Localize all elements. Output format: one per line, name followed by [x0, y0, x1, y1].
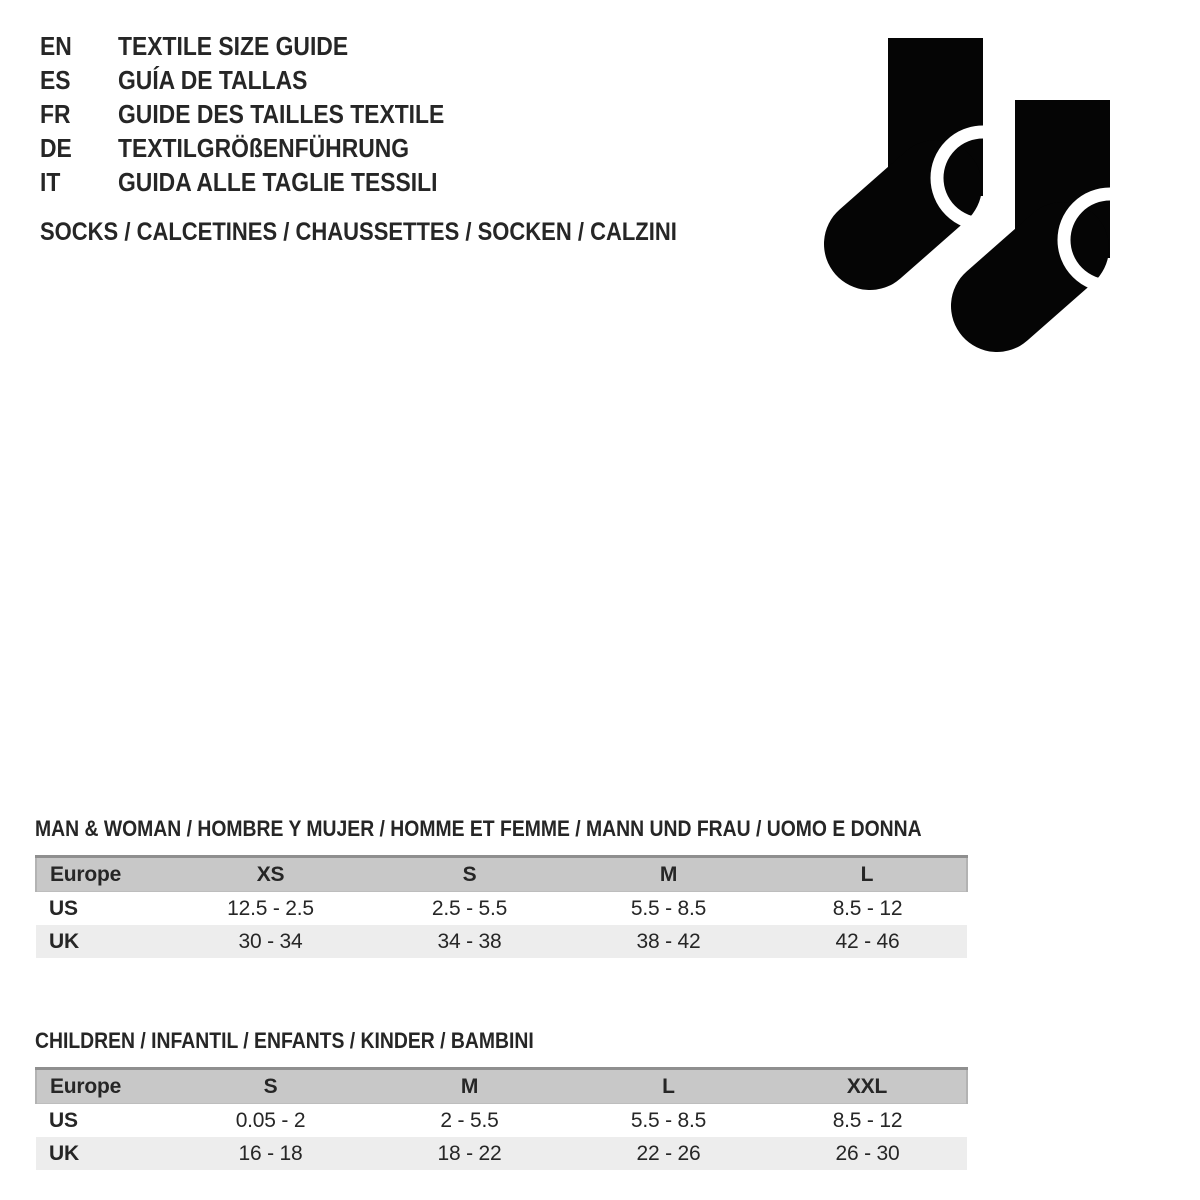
- table-row-us: [36, 1104, 967, 1138]
- size-value: 18 - 22: [437, 1141, 502, 1165]
- table-row-uk: [36, 1137, 967, 1170]
- language-row-de: [40, 131, 489, 165]
- size-value: 38 - 42: [636, 929, 701, 953]
- language-code: FR: [40, 99, 71, 129]
- table-header-row: [36, 1069, 967, 1104]
- language-row-fr: [40, 97, 489, 131]
- section-man-woman: [35, 816, 968, 958]
- size-value: 2 - 5.5: [440, 1108, 499, 1132]
- table-title-man-woman: MAN & WOMAN / HOMBRE Y MUJER / HOMME ET FEMME / MANN UND FRAU / UOMO E DONNA: [35, 816, 922, 841]
- header-cell-size: S: [263, 1074, 278, 1098]
- header-cell-size: S: [462, 862, 477, 886]
- language-title-list: [40, 29, 489, 199]
- size-value: 8.5 - 12: [832, 1108, 903, 1132]
- header-cell-size: L: [860, 862, 874, 886]
- size-value: 8.5 - 12: [832, 896, 903, 920]
- size-value: 5.5 - 8.5: [630, 1108, 707, 1132]
- language-title: TEXTILGRÖßENFÜHRUNG: [118, 133, 410, 163]
- language-row-en: [40, 29, 489, 63]
- language-title: GUIDE DES TAILLES TEXTILE: [118, 99, 445, 129]
- language-code: ES: [40, 65, 71, 95]
- header-cell-region: Europe: [50, 1074, 122, 1098]
- language-code: DE: [40, 133, 72, 163]
- language-row-es: [40, 63, 489, 97]
- size-value: 12.5 - 2.5: [227, 896, 314, 920]
- size-value: 26 - 30: [835, 1141, 900, 1165]
- language-title: GUÍA DE TALLAS: [118, 65, 308, 95]
- size-table-children: [35, 1067, 968, 1170]
- size-table-man-woman: [35, 855, 968, 958]
- table-header-row: [36, 857, 967, 892]
- row-label: UK: [49, 1141, 79, 1165]
- socks-icon: [818, 38, 1140, 356]
- row-label: US: [49, 896, 78, 920]
- language-title: GUIDA ALLE TAGLIE TESSILI: [118, 167, 438, 197]
- size-value: 16 - 18: [238, 1141, 303, 1165]
- language-code: IT: [40, 167, 61, 197]
- size-value: 5.5 - 8.5: [630, 896, 707, 920]
- language-code: EN: [40, 31, 72, 61]
- header-cell-size: M: [659, 862, 678, 886]
- size-value: 2.5 - 5.5: [431, 896, 508, 920]
- table-row-uk: [36, 925, 967, 958]
- row-label: UK: [49, 929, 79, 953]
- size-value: 42 - 46: [835, 929, 900, 953]
- table-title-children: CHILDREN / INFANTIL / ENFANTS / KINDER / BAMBINI: [35, 1028, 534, 1053]
- header-cell-size: L: [662, 1074, 675, 1098]
- language-title: TEXTILE SIZE GUIDE: [118, 31, 349, 61]
- table-row-us: [36, 892, 967, 926]
- row-label: US: [49, 1108, 78, 1132]
- size-value: 34 - 38: [437, 929, 502, 953]
- size-value: 0.05 - 2: [235, 1108, 306, 1132]
- header-cell-size: XXL: [846, 1074, 888, 1098]
- header-cell-size: M: [460, 1074, 479, 1098]
- header-cell-region: Europe: [50, 862, 122, 886]
- size-value: 22 - 26: [636, 1141, 701, 1165]
- size-value: 30 - 34: [238, 929, 303, 953]
- header-cell-size: XS: [256, 862, 285, 886]
- language-row-it: [40, 165, 489, 199]
- category-heading: SOCKS / CALCETINES / CHAUSSETTES / SOCKEN / CALZINI: [40, 218, 677, 246]
- section-children: [35, 1028, 968, 1170]
